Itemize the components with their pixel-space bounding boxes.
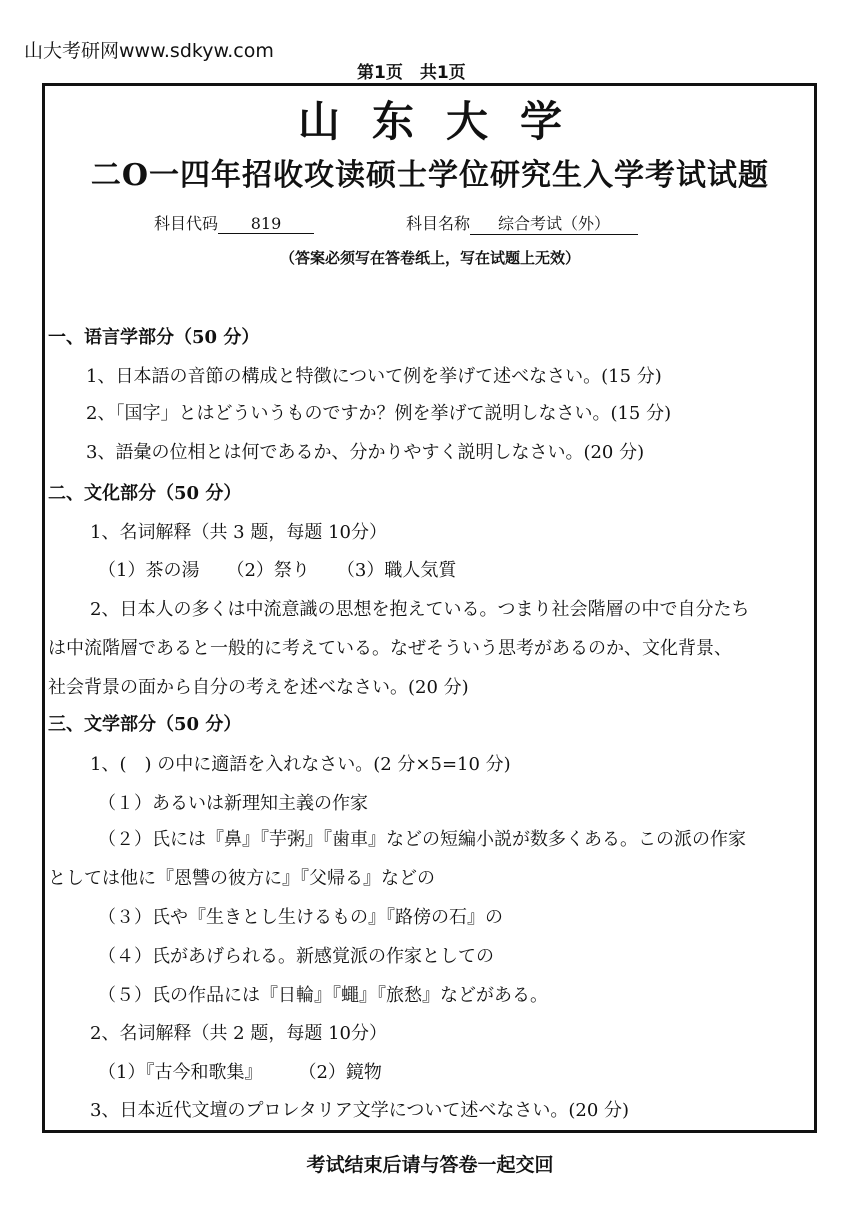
subject-code-label: 科目代码 bbox=[154, 214, 219, 233]
section-heading: 三、文学部分（50 分） bbox=[48, 714, 242, 735]
question-line: （1）茶の湯 （2）祭り （3）職人気質 bbox=[98, 560, 457, 581]
question-line: 3、日本近代文壇のプロレタリア文学について述べなさい。(20 分) bbox=[90, 1100, 630, 1121]
question-line: 2、日本人の多くは中流意識の思想を抱えている。つまり社会階層の中で自分たち bbox=[90, 599, 750, 620]
question-line: 2、名词解释（共 2 题，每题 10分） bbox=[90, 1023, 387, 1044]
section-heading: 二、文化部分（50 分） bbox=[48, 483, 242, 504]
site-watermark: 山大考研网www.sdkyw.com bbox=[24, 40, 274, 62]
question-line: 2、「国字」とはどういうものですか？例を挙げて説明しなさい。(15 分) bbox=[86, 403, 672, 424]
question-line: （1）『古今和歌集』 （2）鏡物 bbox=[98, 1062, 382, 1083]
subject-code bbox=[154, 211, 314, 234]
question-line: 1、日本語の音節の構成と特徴について例を挙げて述べなさい。(15 分) bbox=[86, 366, 662, 387]
footer-instruction: 考试结束后请与答卷一起交回 bbox=[306, 1154, 554, 1176]
page-number: 第1页 共1页 bbox=[357, 63, 466, 83]
subject-name-label: 科目名称 bbox=[406, 214, 471, 233]
question-line: としては他に『恩讐の彼方に』『父帰る』などの bbox=[48, 868, 435, 889]
question-line: 3、語彙の位相とは何であるか、分かりやすく説明しなさい。(20 分) bbox=[86, 442, 645, 463]
subject-code-value: 819 bbox=[218, 214, 314, 234]
question-line: 1、( ) の中に適語を入れなさい。(2 分×5=10 分) bbox=[90, 754, 511, 775]
question-line: 社会背景の面から自分の考えを述べなさい。(20 分) bbox=[48, 677, 469, 698]
question-line: （１）あるいは新理知主義の作家 bbox=[98, 793, 368, 814]
section-heading: 一、语言学部分（50 分） bbox=[48, 327, 260, 348]
question-line: （３）氏や『生きとし生けるもの』『路傍の石』の bbox=[98, 907, 503, 928]
subject-name-value: 综合考试（外） bbox=[470, 211, 638, 235]
question-line: （２）氏には『鼻』『芋粥』『歯車』などの短編小説が数多くある。この派の作家 bbox=[98, 829, 746, 850]
question-line: （５）氏の作品には『日輪』『蠅』『旅愁』などがある。 bbox=[98, 985, 548, 1006]
subject-name bbox=[406, 211, 638, 235]
question-line: 1、名词解释（共 3 题，每题 10分） bbox=[90, 522, 387, 543]
university-title: 山东大学 bbox=[297, 97, 594, 146]
exam-title: 二O一四年招收攻读硕士学位研究生入学考试试题 bbox=[90, 158, 770, 193]
answer-note: （答案必须写在答卷纸上，写在试题上无效） bbox=[279, 249, 580, 267]
question-line: は中流階層であると一般的に考えている。なぜそういう思考があるのか、文化背景、 bbox=[48, 638, 732, 659]
question-line: （４）氏があげられる。新感覚派の作家としての bbox=[98, 946, 494, 967]
